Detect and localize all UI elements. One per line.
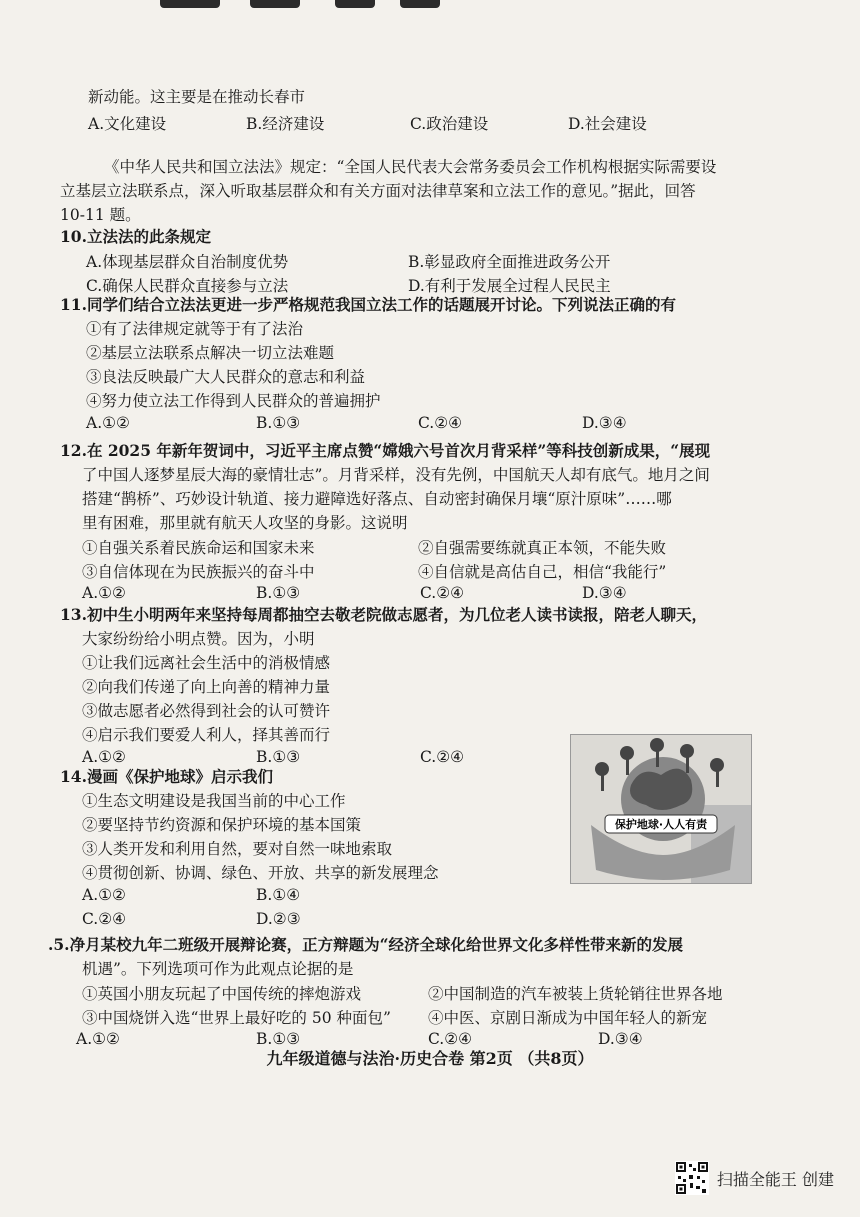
answer-option: D.③④: [598, 1030, 643, 1048]
watermark-text: 扫描全能王 创建: [716, 1169, 834, 1189]
answer-option: A.①②: [76, 1030, 120, 1048]
answer-option: ④自信就是高估自己，相信“我能行”: [418, 563, 667, 581]
answer-option: B.①③: [256, 1030, 301, 1048]
answer-option: B.①④: [256, 886, 301, 904]
text-line: 11.同学们结合立法法更进一步严格规范我国立法工作的话题展开讨论。下列说法正确的有: [60, 295, 676, 314]
answer-option: A.①②: [82, 886, 126, 904]
text-line: 10-11 题。: [60, 206, 141, 224]
answer-option: B.①③: [256, 748, 301, 766]
text-line: ③良法反映最广大人民群众的意志和利益: [86, 368, 366, 386]
text-line: 大家纷纷给小明点赞。因为，小明: [82, 630, 315, 648]
text-line: ②基层立法联系点解决一切立法难题: [86, 344, 335, 362]
text-line: ④贯彻创新、协调、绿色、开放、共享的新发展理念: [82, 864, 439, 882]
answer-option: C.②④: [428, 1030, 473, 1048]
text-line: .5.净月某校九年二班级开展辩论赛，正方辩题为“经济全球化给世界文化多样性带来新的发展: [48, 935, 683, 954]
answer-option: D.有利于发展全过程人民民主: [408, 277, 611, 295]
text-line: 搭建“鹊桥”、巧妙设计轨道、接力避障选好落点、自动密封确保月壤“原汁原味”……哪: [82, 490, 672, 508]
answer-option: D.③④: [582, 584, 627, 602]
answer-option: A.体现基层群众自治制度优势: [86, 253, 289, 271]
text-line: ④努力使立法工作得到人民群众的普遍拥护: [86, 392, 381, 410]
text-line: 新动能。这主要是在推动长春市: [88, 88, 306, 106]
text-line: ①有了法律规定就等于有了法治: [86, 320, 304, 338]
answer-option: C.政治建设: [410, 115, 489, 133]
text-line: 里有困难，那里就有航天人攻坚的身影。这说明: [82, 514, 408, 532]
answer-option: A.①②: [82, 748, 126, 766]
cartoon-caption: 保护地球·人人有责: [614, 818, 708, 831]
text-line: 14.漫画《保护地球》启示我们: [60, 767, 273, 786]
answer-option: C.②④: [420, 584, 465, 602]
answer-option: ①英国小朋友玩起了中国传统的摔炮游戏: [82, 985, 362, 1003]
answer-option: C.②④: [420, 748, 465, 766]
answer-option: B.经济建设: [246, 115, 325, 133]
text-line: ③做志愿者必然得到社会的认可赞许: [82, 702, 331, 720]
answer-option: C.确保人民群众直接参与立法: [86, 277, 289, 295]
text-line: ②要坚持节约资源和保护环境的基本国策: [82, 816, 362, 834]
text-line: 了中国人逐梦星辰大海的豪情壮志”。月背采样，没有先例，中国航天人却有底气。地月之间: [82, 466, 710, 484]
answer-option: ④中医、京剧日渐成为中国年轻人的新宠: [428, 1009, 708, 1027]
text-line: ③人类开发和利用自然，要对自然一味地索取: [82, 840, 393, 858]
camscanner-watermark: [675, 1161, 834, 1195]
answer-option: ①自强关系着民族命运和国家未来: [82, 539, 315, 557]
answer-option: B.彰显政府全面推进政务公开: [408, 253, 611, 271]
earth-cartoon-icon: [571, 735, 751, 883]
text-line: ①生态文明建设是我国当前的中心工作: [82, 792, 346, 810]
answer-option: D.②③: [256, 910, 301, 928]
text-line: ④启示我们要爱人利人，择其善而行: [82, 726, 331, 744]
answer-option: D.社会建设: [568, 115, 647, 133]
answer-option: D.③④: [582, 414, 627, 432]
answer-option: A.文化建设: [88, 115, 167, 133]
qr-code-icon: [675, 1161, 709, 1195]
answer-option: ③自信体现在为民族振兴的奋斗中: [82, 563, 315, 581]
text-line: 10.立法法的此条规定: [60, 227, 211, 246]
answer-option: ②自强需要练就真正本领，不能失败: [418, 539, 667, 557]
answer-option: ③中国烧饼入选“世界上最好吃的 50 种面包”: [82, 1009, 391, 1027]
text-line: 12.在 2025 年新年贺词中，习近平主席点赞“嫦娥六号首次月背采样”等科技创新成果，“展现: [60, 441, 711, 460]
page-footer: 九年级道德与法治·历史合卷 第2页 （共8页）: [266, 1049, 594, 1068]
answer-option: B.①③: [256, 414, 301, 432]
answer-option: ②中国制造的汽车被装上货轮销往世界各地: [428, 985, 723, 1003]
text-line: ②向我们传递了向上向善的精神力量: [82, 678, 331, 696]
cartoon-protect-earth: [570, 734, 752, 884]
text-line: 立基层立法联系点，深入听取基层群众和有关方面对法律草案和立法工作的意见。”据此，回答: [60, 182, 696, 200]
answer-option: C.②④: [82, 910, 127, 928]
answer-option: B.①③: [256, 584, 301, 602]
text-line: 《中华人民共和国立法法》规定：“全国人民代表大会常务委员会工作机构根据实际需要设: [104, 158, 717, 176]
text-line: 机遇”。下列选项可作为此观点论据的是: [82, 960, 354, 978]
answer-option: C.②④: [418, 414, 463, 432]
answer-option: A.①②: [86, 414, 130, 432]
text-line: 13.初中生小明两年来坚持每周都抽空去敬老院做志愿者，为几位老人读书读报，陪老人聊天，: [60, 605, 707, 624]
answer-option: A.①②: [82, 584, 126, 602]
text-line: ①让我们远离社会生活中的消极情感: [82, 654, 331, 672]
